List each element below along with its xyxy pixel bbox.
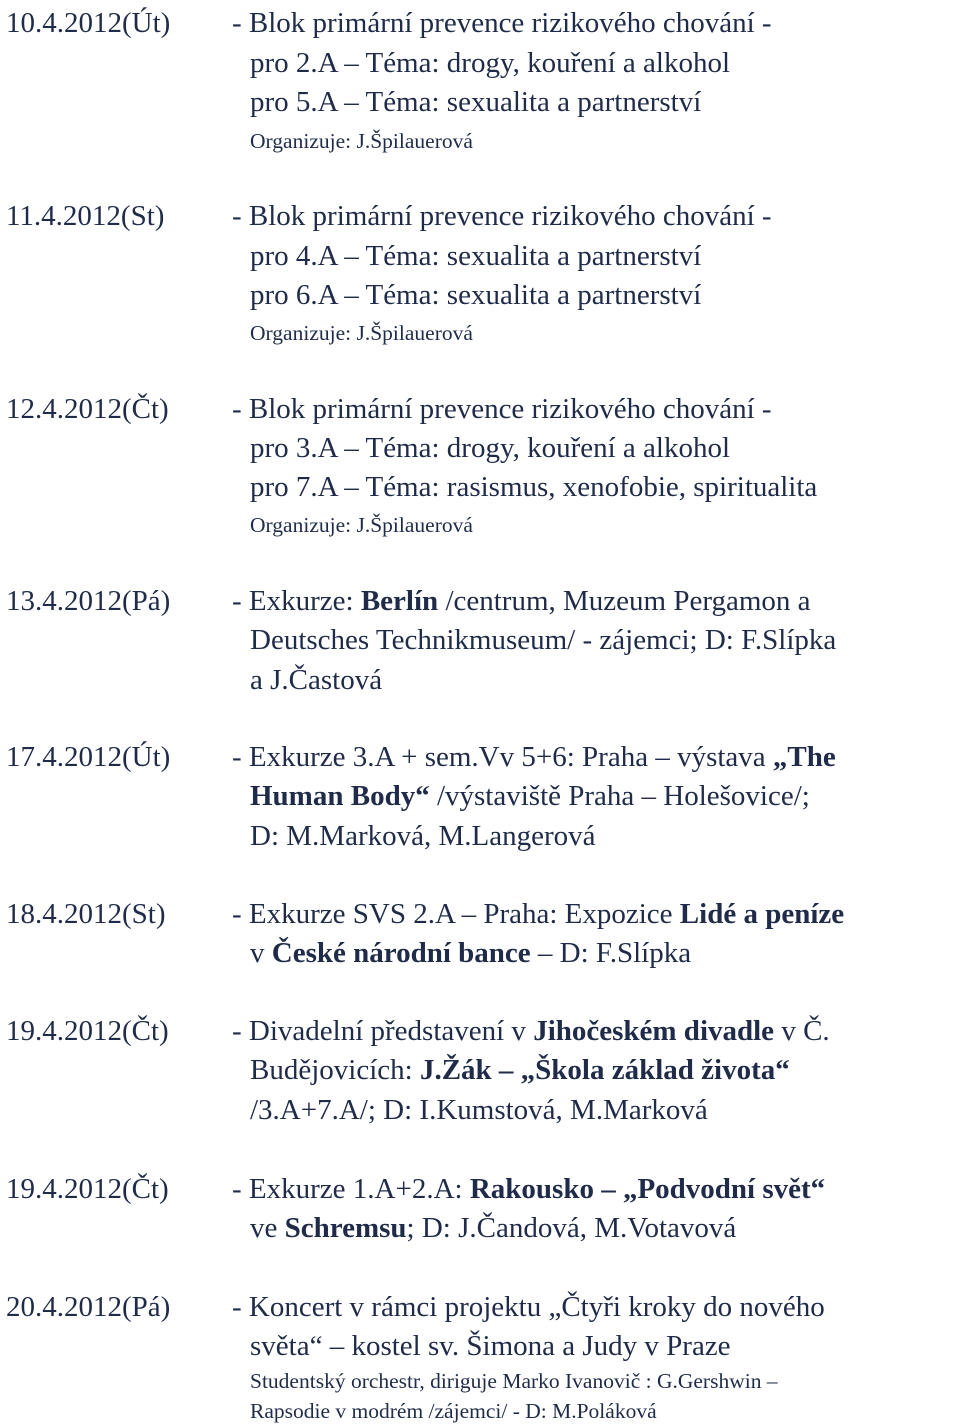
entry-date: 11.4.2012(St) (6, 200, 165, 232)
entry-text: - Exkurze 1.A+2.A: (232, 1173, 470, 1205)
entry-line (232, 582, 811, 621)
note-line: Studentský orchestr, diriguje Marko Ivanovič : G.Gershwin – (250, 1369, 778, 1393)
highlight-text: J.Žák – „Škola základ života“ (419, 1054, 790, 1086)
entry-text: v (250, 937, 272, 969)
entry-text: – D: F.Slípka (530, 937, 692, 969)
entry-date: 19.4.2012(Čt) (6, 1173, 169, 1205)
highlight-text: Human Body“ (250, 780, 430, 812)
entry-line: světa“ – kostel sv. Šimona a Judy v Praze (250, 1330, 731, 1362)
entry-text: /centrum, Muzeum Pergamon a (438, 585, 811, 617)
entry-text: - Exkurze: (232, 585, 361, 617)
entry-text: Budějovicích: (250, 1054, 420, 1086)
entry-line: a J.Častová (250, 664, 383, 696)
entry-line: /3.A+7.A/; D: I.Kumstová, M.Marková (250, 1094, 708, 1126)
entry-line: pro 2.A – Téma: drogy, kouření a alkohol (250, 47, 731, 79)
entry-text: ve (250, 1212, 285, 1244)
entry-date: 19.4.2012(Čt) (6, 1015, 169, 1047)
entry-date: 18.4.2012(St) (6, 898, 166, 930)
entry-line: - Blok primární prevence rizikového chování - (232, 393, 772, 425)
entry-line (250, 777, 810, 816)
entry-line (232, 895, 844, 934)
highlight-text: Lidé a peníze (679, 898, 845, 930)
entry-line: pro 7.A – Téma: rasismus, xenofobie, spiritualita (250, 471, 818, 503)
entry-line (232, 738, 836, 777)
entry-date: 10.4.2012(Út) (6, 7, 171, 39)
highlight-text: Schremsu (284, 1212, 407, 1244)
highlight-text: Jihočeském divadle (533, 1015, 775, 1047)
organizer-line: Organizuje: J.Špilauerová (250, 513, 473, 537)
entry-text: - Exkurze 3.A + sem.Vv 5+6: Praha – výstava (232, 741, 773, 773)
entry-line (250, 1051, 790, 1090)
entry-line: D: M.Marková, M.Langerová (250, 820, 596, 852)
entry-date: 13.4.2012(Pá) (6, 585, 171, 617)
entry-text: - Divadelní představení v (232, 1015, 534, 1047)
entry-line (250, 934, 691, 973)
entry-line: - Blok primární prevence rizikového chování - (232, 7, 772, 39)
entry-text: - Exkurze SVS 2.A – Praha: Expozice (232, 898, 680, 930)
entry-date: 20.4.2012(Pá) (6, 1291, 171, 1323)
entry-text: /výstaviště Praha – Holešovice/; (429, 780, 810, 812)
entry-line: - Koncert v rámci projektu „Čtyři kroky do nového (232, 1291, 825, 1323)
entry-line (232, 1170, 825, 1209)
entry-line: pro 5.A – Téma: sexualita a partnerství (250, 86, 702, 118)
highlight-text: „The (772, 741, 836, 773)
entry-date: 17.4.2012(Út) (6, 741, 171, 773)
entry-line: - Blok primární prevence rizikového chování - (232, 200, 772, 232)
entry-date: 12.4.2012(Čt) (6, 393, 169, 425)
entry-text: ; D: J.Čandová, M.Votavová (406, 1212, 737, 1244)
entry-line: pro 4.A – Téma: sexualita a partnerství (250, 240, 702, 272)
entry-line: Deutsches Technikmuseum/ - zájemci; D: F.Slípka (250, 624, 837, 656)
highlight-text: Berlín (360, 585, 439, 617)
organizer-line: Organizuje: J.Špilauerová (250, 129, 473, 153)
entry-text: v Č. (774, 1015, 830, 1047)
highlight-text: Rakousko – „Podvodní svět“ (469, 1173, 826, 1205)
entry-line: pro 6.A – Téma: sexualita a partnerství (250, 279, 702, 311)
organizer-line: Organizuje: J.Špilauerová (250, 321, 473, 345)
entry-line (250, 1209, 736, 1248)
note-line: Rapsodie v modrém /zájemci/ - D: M.Poláková (250, 1399, 657, 1423)
entry-line: pro 3.A – Téma: drogy, kouření a alkohol (250, 432, 731, 464)
highlight-text: České národní bance (271, 937, 531, 969)
entry-line (232, 1012, 830, 1051)
